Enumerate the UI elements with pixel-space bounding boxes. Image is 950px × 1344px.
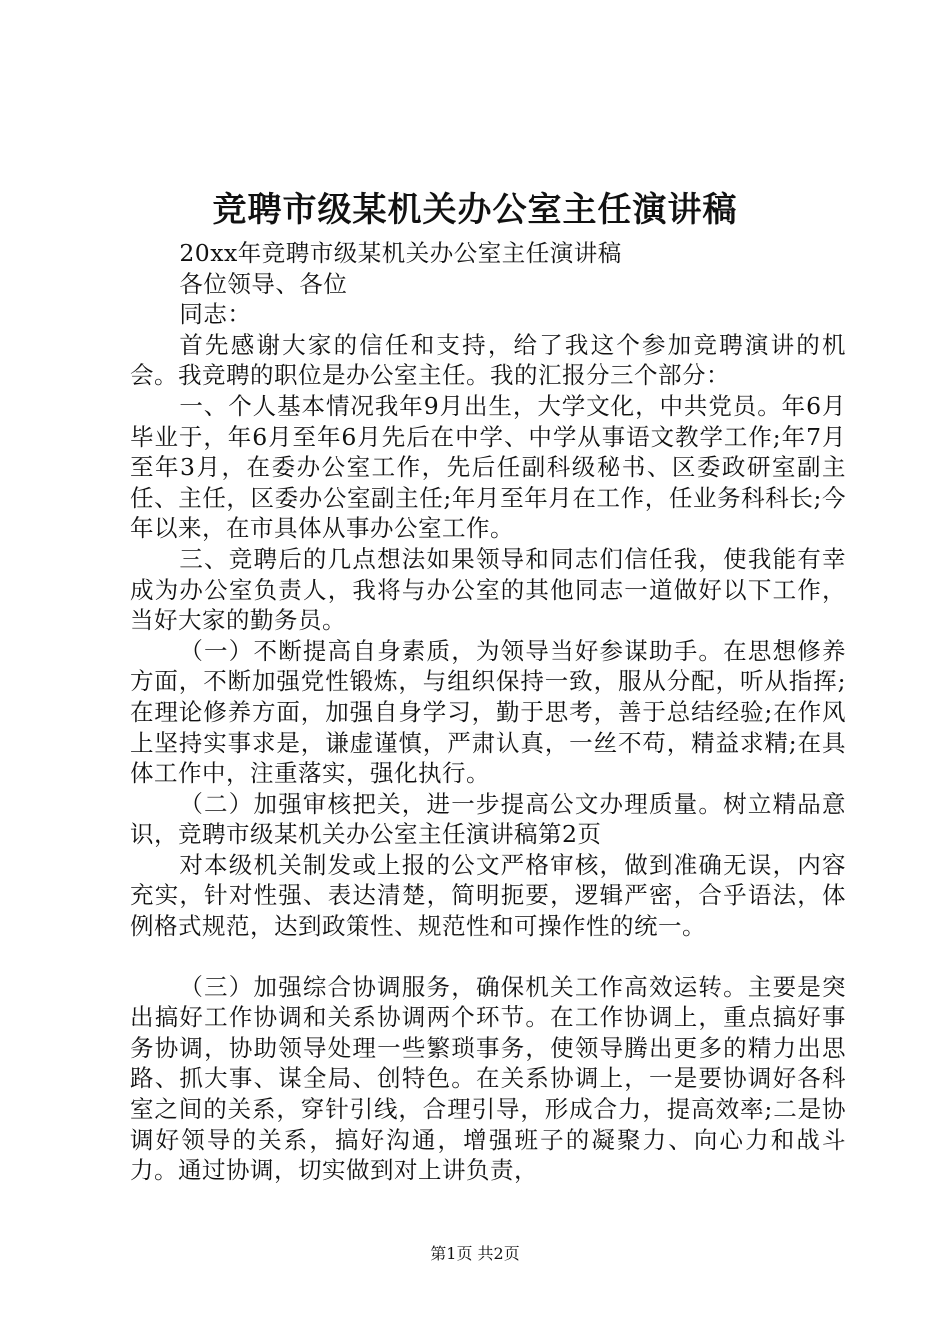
paragraph-opening: 首先感谢大家的信任和支持，给了我这个参加竞聘演讲的机会。我竞聘的职位是办公室主任。我的汇报分三个部分：: [130, 330, 846, 390]
page-footer: 第1页 共2页: [430, 1244, 520, 1263]
paragraph-point-1: （一）不断提高自身素质，为领导当好参谋助手。在思想修养方面，不断加强党性锻炼，与组织保持一致，服从分配，听从指挥;在理论修养方面，加强自身学习，勤于思考，善于总结经验;在作风上坚持实事求是，谦虚谨慎，严肃认真，一丝不苟，精益求精;在具体工作中，注重落实，强化执行。: [130, 636, 846, 788]
paragraph-point-2: （二）加强审核把关，进一步提高公文办理质量。树立精品意识，竞聘市级某机关办公室主任演讲稿第2页: [130, 789, 846, 849]
document-title: 竞聘市级某机关办公室主任演讲稿: [212, 190, 738, 230]
paragraph-personal-info: 一、个人基本情况我年9月出生，大学文化，中共党员。年6月毕业于，年6月至年6月先后在中学、中学从事语文教学工作;年7月至年3月，在委办公室工作，先后任副科级秘书、区委政研室副主任、主任，区委办公室副主任;年月至年月在工作，任业务科科长;今年以来，在市具体从事办公室工作。: [130, 391, 846, 543]
paragraph-point-2-detail: 对本级机关制发或上报的公文严格审核，做到准确无误，内容充实，针对性强、表达清楚，简明扼要，逻辑严密，合乎语法，体例格式规范，达到政策性、规范性和可操作性的统一。: [130, 850, 846, 941]
paragraph-salutation-2: 同志：: [179, 300, 252, 329]
paragraph-ideas: 三、竞聘后的几点想法如果领导和同志们信任我，使我能有幸成为办公室负责人，我将与办公室的其他同志一道做好以下工作，当好大家的勤务员。: [130, 544, 846, 635]
paragraph-salutation-1: 各位领导、各位: [179, 269, 348, 298]
document-body: [130, 238, 846, 1186]
paragraph-subtitle: 20xx年竞聘市级某机关办公室主任演讲稿: [179, 239, 622, 267]
paragraph-point-3: （三）加强综合协调服务，确保机关工作高效运转。主要是突出搞好工作协调和关系协调两个环节。在工作协调上，重点搞好事务协调，协助领导处理一些繁琐事务，使领导腾出更多的精力出思路、抓大事、谋全局、创特色。在关系协调上，一是要协调好各科室之间的关系，穿针引线，合理引导，形成合力，提高效率;二是协调好领导的关系，搞好沟通，增强班子的凝聚力、向心力和战斗力。通过协调，切实做到对上讲负责，: [130, 972, 846, 1185]
